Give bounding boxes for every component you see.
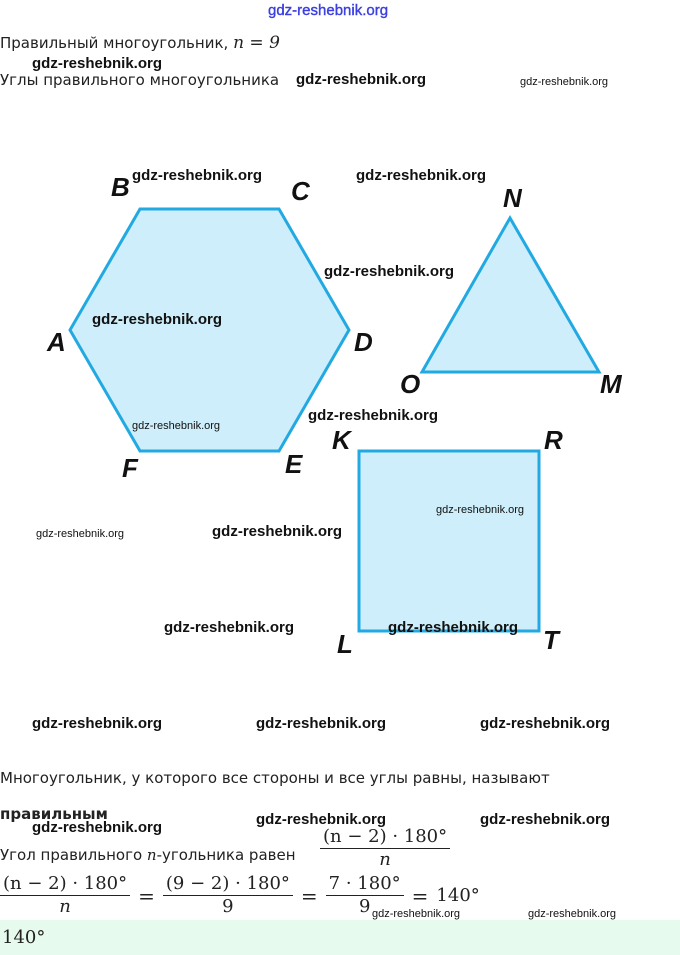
watermark: gdz-reshebnik.org — [132, 420, 221, 432]
watermark: gdz-reshebnik.org — [324, 263, 455, 280]
watermark: gdz-reshebnik.org — [32, 715, 163, 732]
definition-text: Многоугольник, у которого все стороны и все углы равны, называют — [0, 769, 550, 787]
answer-value: 140° — [2, 927, 46, 948]
section-heading: Углы правильного многоугольника — [0, 71, 280, 89]
watermark: gdz-reshebnik.org — [32, 819, 163, 836]
vertex-label-M: M — [600, 369, 622, 399]
watermark: gdz-reshebnik.org — [528, 908, 617, 920]
watermark: gdz-reshebnik.org — [256, 811, 387, 828]
problem-statement: Правильный многоугольник, n = 9 — [0, 33, 280, 53]
definition-term: правильным — [0, 805, 108, 823]
vertex-label-O: O — [400, 369, 421, 399]
vertex-label-C: C — [291, 176, 310, 206]
vertex-label-F: F — [122, 453, 138, 483]
general-formula: $\frac{(n - 2) \cdot 180^\circ}{n}$ — [320, 826, 450, 871]
watermark: gdz-reshebnik.org — [36, 528, 125, 540]
watermark: gdz-reshebnik.org — [32, 55, 163, 72]
watermark: gdz-reshebnik.org — [480, 715, 611, 732]
watermark: gdz-reshebnik.org — [92, 311, 223, 328]
square-KRTL — [359, 451, 539, 631]
answer-box — [0, 920, 680, 955]
vertex-label-K: K — [332, 425, 351, 455]
watermark: gdz-reshebnik.org — [256, 715, 387, 732]
watermark: gdz-reshebnik.org — [480, 811, 611, 828]
watermark: gdz-reshebnik.org — [372, 908, 461, 920]
watermark: gdz-reshebnik.org — [296, 71, 427, 88]
vertex-label-A: A — [47, 327, 66, 357]
watermark: gdz-reshebnik.org — [388, 619, 519, 636]
watermark: gdz-reshebnik.org — [268, 2, 389, 19]
vertex-label-B: B — [111, 172, 130, 202]
watermark: gdz-reshebnik.org — [308, 407, 439, 424]
vertex-label-D: D — [354, 327, 373, 357]
watermark: gdz-reshebnik.org — [520, 76, 609, 88]
watermark: gdz-reshebnik.org — [356, 167, 487, 184]
vertex-label-L: L — [337, 629, 353, 659]
triangle-NMO — [422, 218, 599, 372]
vertex-label-E: E — [285, 449, 303, 479]
watermark: gdz-reshebnik.org — [164, 619, 295, 636]
vertex-label-R: R — [544, 425, 563, 455]
watermark: gdz-reshebnik.org — [132, 167, 263, 184]
watermark: gdz-reshebnik.org — [212, 523, 343, 540]
vertex-label-N: N — [503, 183, 522, 213]
watermark: gdz-reshebnik.org — [436, 504, 525, 516]
formula-intro: Угол правильного n-угольника равен — [0, 846, 296, 864]
vertex-label-T: T — [543, 625, 559, 655]
computation: $\frac{(n - 2) \cdot 180^\circ}{n}$ = $\frac{(9 - 2) \cdot 180^\circ}{9}$ = $\frac{7 \cdot 180^\circ}{9}$ = 140° — [0, 873, 480, 918]
